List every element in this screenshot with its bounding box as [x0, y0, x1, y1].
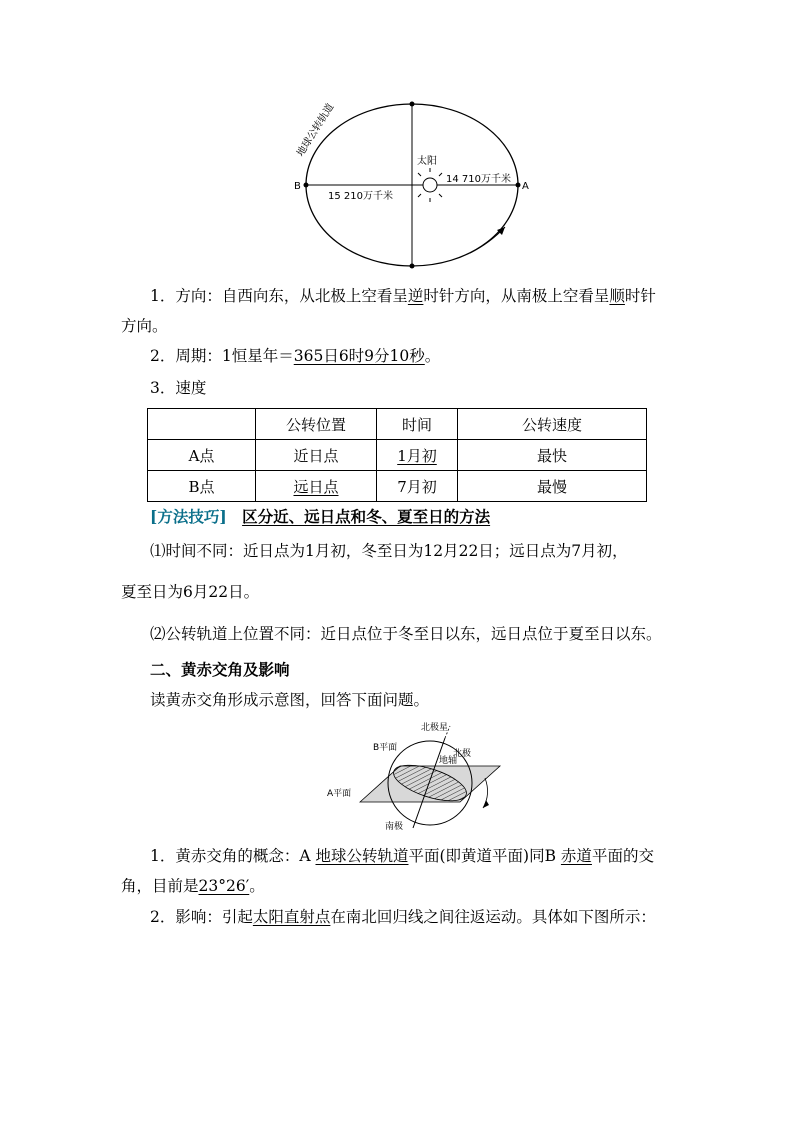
direction-paragraph-cont: 方向。 [121, 317, 168, 335]
table-header-cell [148, 409, 256, 440]
section-2-heading: 二、黄赤交角及影响 [150, 660, 290, 679]
table-cell: A点 [148, 440, 256, 471]
method-title: 区分近、远日点和冬、夏至日的方法 [242, 507, 491, 526]
south-pole-label: 南极 [385, 822, 404, 832]
table-cell: 7月初 [377, 471, 458, 502]
table-cell: 1月初 [377, 440, 458, 471]
direction-paragraph: 1．方向：自西向东，从北极上空看呈逆时针方向，从南极上空看呈顺时针 [150, 287, 656, 305]
point-b-label: B [294, 181, 301, 192]
period-answer: 365日6时9分10秒 [293, 347, 425, 365]
table-cell: 最慢 [458, 471, 647, 502]
top-point [410, 102, 415, 107]
method-item-1: ⑴时间不同：近日点为1月初，冬至日为12月22日；远日点为7月初， [150, 542, 628, 560]
a-plane-label: A平面 [327, 789, 352, 799]
speed-heading: 3．速度 [150, 379, 207, 397]
table-cell: 近日点 [256, 440, 377, 471]
obliquity-diagram [325, 718, 505, 833]
concept-paragraph-cont: 角，目前是23°26′。 [121, 877, 265, 895]
concept-answer-angle: 23°26′ [198, 877, 250, 895]
distance-a-label: 14 710万千米 [446, 174, 511, 185]
axis-label: 地轴 [439, 756, 458, 766]
b-plane-label: B平面 [373, 743, 398, 753]
orbit-diagram [280, 95, 540, 275]
distance-b-label: 15 210万千米 [328, 191, 393, 202]
table-row [148, 440, 647, 471]
table-cell: 最快 [458, 440, 647, 471]
method-title-line [150, 506, 490, 528]
method-item-1-cont: 夏至日为6月22日。 [121, 583, 260, 601]
table-header-cell: 公转速度 [458, 409, 647, 440]
table-row [148, 471, 647, 502]
direction-arrow-icon [470, 227, 505, 253]
table-header-row [148, 409, 647, 440]
concept-answer-equator: 赤道 [560, 847, 592, 865]
table-header-cell: 公转位置 [256, 409, 377, 440]
influence-answer: 太阳直射点 [252, 908, 331, 926]
bottom-point [410, 264, 415, 269]
concept-paragraph: 1．黄赤交角的概念：A 地球公转轨道平面(即黄道平面)同B 赤道平面的交 [150, 847, 654, 865]
north-pole-label: 北极 [453, 749, 472, 759]
point-a-label: A [522, 181, 529, 192]
sun-label: 太阳 [417, 156, 437, 167]
method-tag: [方法技巧] [150, 507, 227, 526]
polaris-label: 北极星 [421, 723, 449, 733]
table-cell: B点 [148, 471, 256, 502]
concept-answer-orbit: 地球公转轨道 [315, 847, 409, 865]
clockwise-answer: 顺 [609, 287, 625, 305]
arrow-marker [483, 800, 489, 808]
orbit-label: 地球公转轨道 [295, 101, 337, 159]
speed-table [147, 408, 647, 502]
point-b-dot [304, 183, 309, 188]
table-cell: 远日点 [256, 471, 377, 502]
table-header-cell: 时间 [377, 409, 458, 440]
influence-paragraph: 2．影响：引起太阳直射点在南北回归线之间往返运动。具体如下图所示： [150, 908, 656, 926]
point-a-dot [516, 183, 521, 188]
section-2-intro: 读黄赤交角形成示意图，回答下面问题。 [150, 691, 430, 709]
method-item-2: ⑵公转轨道上位置不同：近日点位于冬至日以东，远日点位于夏至日以东。 [150, 625, 662, 643]
counterclockwise-answer: 逆 [407, 287, 424, 305]
period-paragraph: 2．周期：1恒星年＝365日6时9分10秒。 [150, 347, 441, 365]
